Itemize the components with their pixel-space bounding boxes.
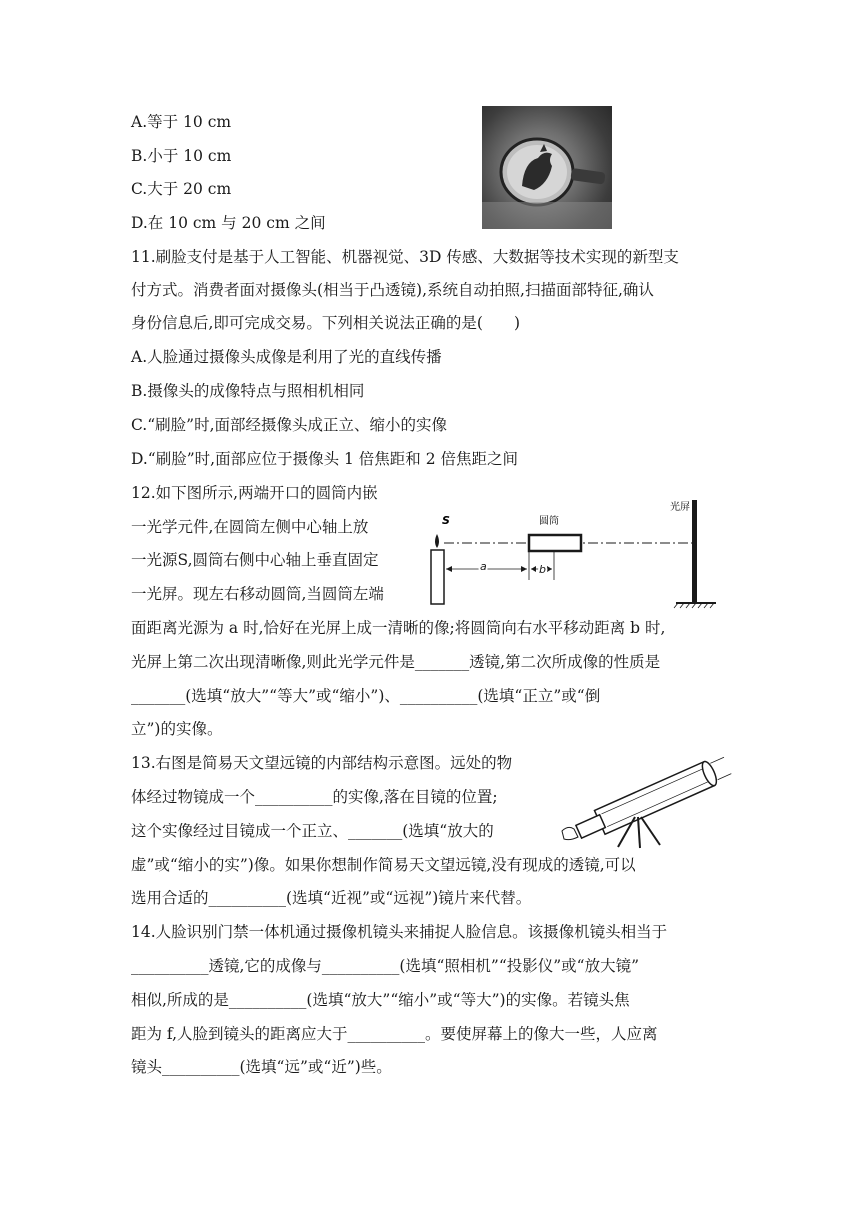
q11-stem-line-1: 11.刷脸支付是基于人工智能、机器视觉、3D 传感、大数据等技术实现的新型支 — [131, 248, 679, 266]
q13-stem-line-3: 这个实像经过目镜成一个正立、_______(选填“放大的 — [131, 822, 494, 840]
candle-body — [431, 550, 444, 604]
q12-stem-line-6: 光屏上第二次出现清晰像,则此光学元件是_______透镜,第二次所成像的性质是 — [131, 653, 661, 671]
q13-stem-line-5: 选用合适的__________(选填“近视”或“远视”)镜片来代替。 — [131, 889, 532, 907]
q14-stem-line-1: 14.人脸识别门禁一体机通过摄像机镜头来捕捉人脸信息。该摄像机镜头相当于 — [131, 923, 668, 941]
q12-stem-line-2: 一光学元件,在圆筒左侧中心轴上放 — [131, 518, 369, 536]
eyepiece — [576, 815, 605, 838]
q10-option-c: C.大于 20 cm — [131, 180, 232, 198]
q11-option-d: D.“刷脸”时,面部应位于摄像头 1 倍焦距和 2 倍焦距之间 — [131, 450, 519, 468]
q12-stem-line-5: 面距离光源为 a 时,恰好在光屏上成一清晰的像;将圆筒向右水平移动距离 b 时, — [131, 619, 666, 637]
tripod-leg-right — [641, 817, 660, 845]
label-screen: 光屏 — [670, 502, 690, 513]
q14-stem-line-5: 镜头__________(选填“远”或“近”)些。 — [131, 1058, 392, 1076]
label-s: S — [442, 514, 450, 527]
q11-option-c: C.“刷脸”时,面部经摄像头成正立、缩小的实像 — [131, 416, 448, 434]
q10-option-b: B.小于 10 cm — [131, 147, 232, 165]
label-a: a — [480, 560, 487, 573]
q13-stem-line-2: 体经过物镜成一个__________的实像,落在目镜的位置; — [131, 788, 498, 806]
candle-flame — [435, 534, 439, 548]
eye-hand-sketch — [562, 827, 578, 839]
optics-bench-diagram — [420, 490, 740, 615]
q10-option-d: D.在 10 cm 与 20 cm 之间 — [131, 214, 326, 232]
q14-stem-line-2: __________透镜,它的成像与__________(选填“照相机”“投影仪”或“放大镜” — [131, 957, 640, 975]
tripod-leg-mid — [638, 817, 640, 848]
q14-stem-line-4: 距为 f,人脸到镜头的距离应大于__________。要使屏幕上的像大一些，人应离 — [131, 1025, 658, 1043]
q13-stem-line-4: 虚”或“缩小的实”)像。如果你想制作简易天文望远镜,没有现成的透镜,可以 — [131, 856, 636, 874]
tube — [529, 535, 581, 551]
magnifier-photo-drawing — [482, 106, 612, 229]
telescope-diagram — [560, 755, 735, 850]
q14-stem-line-3: 相似,所成的是__________(选填“放大”“缩小”或“等大”)的实像。若镜头焦 — [131, 991, 630, 1009]
q12-stem-line-8: 立”)的实像。 — [131, 720, 223, 738]
q11-stem-line-2: 付方式。消费者面对摄像头(相当于凸透镜),系统自动拍照,扫描面部特征,确认 — [131, 281, 654, 299]
q11-stem-line-3: 身份信息后,即可完成交易。下列相关说法正确的是( ) — [131, 314, 521, 332]
label-b: b — [539, 563, 546, 576]
magnifier-rooster-photo — [482, 106, 612, 229]
telescope-tube — [594, 762, 714, 835]
q12-stem-line-3: 一光源S,圆筒右侧中心轴上垂直固定 — [131, 551, 379, 569]
q11-option-a: A.人脸通过摄像头成像是利用了光的直线传播 — [131, 348, 442, 366]
screen — [692, 500, 697, 602]
q10-option-a: A.等于 10 cm — [131, 113, 232, 131]
q13-stem-line-1: 13.右图是简易天文望远镜的内部结构示意图。远处的物 — [131, 754, 513, 772]
label-tube: 圆筒 — [539, 516, 559, 527]
q11-option-b: B.摄像头的成像特点与照相机相同 — [131, 382, 365, 400]
q12-stem-line-1: 12.如下图所示,两端开口的圆筒内嵌 — [131, 484, 378, 502]
q12-stem-line-4: 一光屏。现左右移动圆筒,当圆筒左端 — [131, 585, 384, 603]
q12-stem-line-7: _______(选填“放大”“等大”或“缩小”)、__________(选填“正立”或“倒 — [131, 687, 601, 705]
